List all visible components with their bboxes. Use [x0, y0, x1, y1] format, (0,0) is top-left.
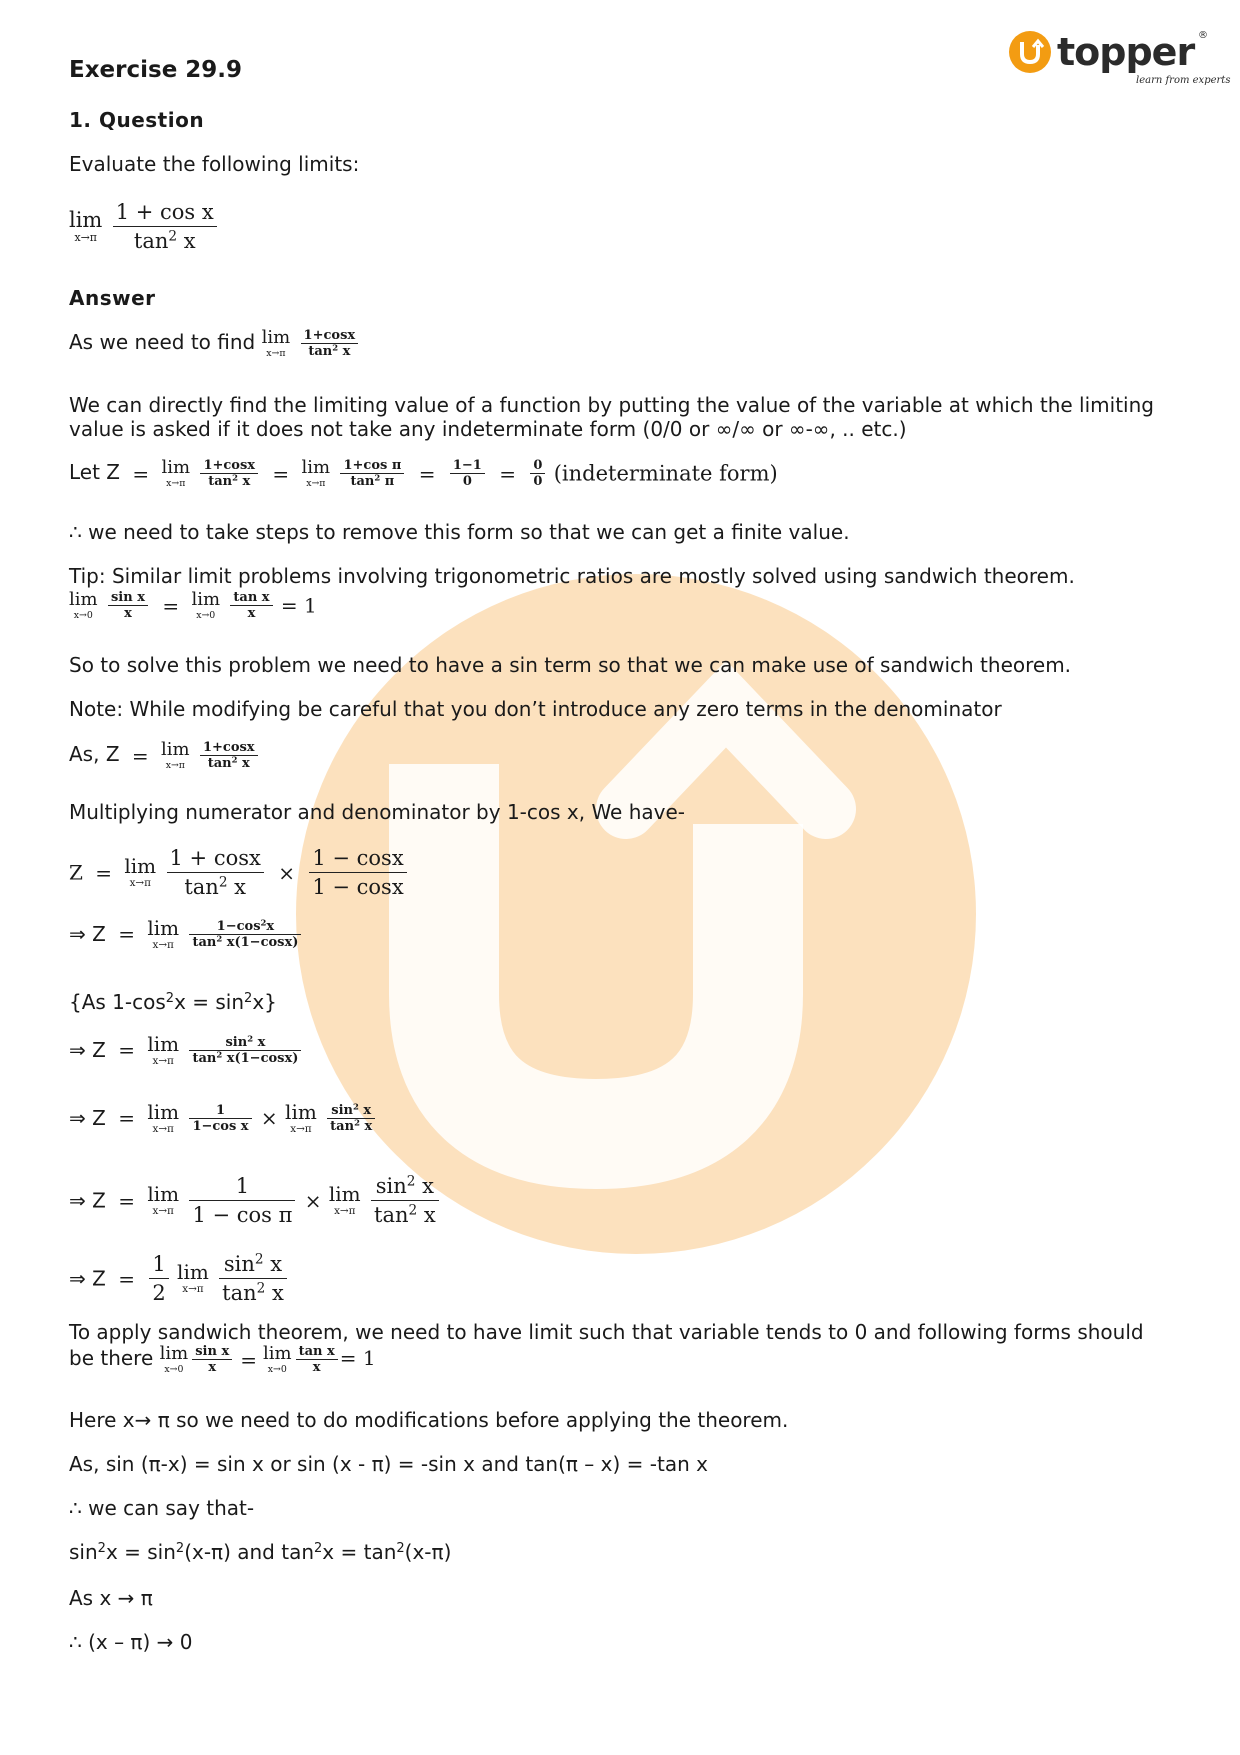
math-token: x	[263, 1252, 283, 1276]
math-token: lim	[69, 588, 98, 610]
math-token: lim	[285, 1100, 317, 1124]
math-token: 2	[374, 472, 381, 483]
math-token: tan	[222, 1281, 257, 1305]
math-token: x→π	[290, 1123, 312, 1135]
math-token: 1−1	[450, 458, 485, 474]
math-token: sin	[331, 1102, 353, 1118]
math-token: x	[253, 1034, 266, 1050]
fraction	[200, 458, 258, 489]
lim-operator	[177, 1262, 209, 1294]
math-token: =	[118, 1038, 135, 1063]
math-token: tan x	[230, 590, 272, 606]
math-token: x	[227, 875, 247, 899]
math-token: x	[415, 1174, 434, 1198]
math-token: 2	[406, 1173, 416, 1190]
denominator	[371, 1201, 439, 1229]
math-token: = 1	[339, 1346, 376, 1370]
fraction	[301, 328, 359, 359]
math-token: x	[237, 474, 251, 489]
logo-circle-icon	[1009, 31, 1051, 73]
math-token: 0	[533, 474, 543, 489]
denominator	[113, 227, 217, 255]
fraction	[189, 1103, 251, 1134]
lim-operator	[147, 1102, 179, 1134]
question-label: 1. Question	[69, 108, 205, 132]
lim-operator	[159, 1342, 189, 1375]
fraction	[189, 919, 301, 950]
numerator	[189, 1035, 301, 1051]
math-token: 2	[168, 228, 178, 245]
math-token: x(1−cosx)	[226, 934, 299, 950]
math-token: ⇒ Z	[69, 1266, 106, 1291]
math-token: x	[265, 1281, 284, 1305]
math-token: 2	[218, 874, 228, 891]
math-token: lim	[161, 738, 190, 760]
denominator	[189, 935, 301, 950]
as-z-line	[69, 740, 260, 771]
math-token: Let Z	[69, 460, 120, 484]
math-token: π	[380, 474, 395, 489]
lim-operator	[329, 1184, 361, 1216]
fraction	[189, 1172, 295, 1229]
math-token: ×	[278, 860, 295, 885]
math-token: To apply sandwich theorem, we need to have limit such that variable tends to 0 and following forms should be there	[69, 1320, 1144, 1370]
lim-operator	[285, 1102, 317, 1134]
math-token: 1 + cosx	[167, 844, 264, 873]
math-token: x	[247, 606, 256, 621]
math-token: 2	[216, 1049, 223, 1060]
denominator	[327, 1119, 375, 1134]
prompt: Evaluate the following limits:	[69, 152, 360, 176]
math-token: =	[118, 1266, 135, 1291]
math-token: 2	[332, 342, 339, 353]
lim-operator	[147, 1184, 179, 1216]
lim-operator	[147, 918, 179, 950]
math-token: lim	[147, 1032, 180, 1056]
math-token: x→π	[306, 477, 326, 489]
math-token: 2	[232, 472, 238, 483]
math-token: x→π	[182, 1283, 204, 1296]
math-token: tan	[208, 474, 233, 489]
tends-line: ∴ (x – π) → 0	[69, 1630, 193, 1654]
math-token: As, Z	[69, 742, 120, 766]
math-token: 1−cos	[216, 918, 261, 934]
math-token: sin	[223, 1252, 255, 1276]
multiply-line: Multiplying numerator and denominator by 1-cos x, We have-	[69, 800, 686, 824]
math-token: tan	[330, 1118, 355, 1134]
step-multiply	[69, 844, 409, 901]
therefore-steps: ∴ we need to take steps to remove this form so that we can get a finite value.	[69, 520, 850, 544]
math-token: =	[118, 1188, 135, 1213]
math-token: lim	[147, 1100, 180, 1124]
math-token: (x-π)	[404, 1540, 452, 1564]
math-token: x(1−cosx)	[226, 1050, 299, 1066]
math-token: tan	[192, 1050, 217, 1066]
math-token: =	[118, 922, 135, 947]
math-token: x→π	[334, 1205, 356, 1218]
math-token: 2	[165, 990, 175, 1006]
math-token: =	[162, 593, 180, 618]
numerator	[219, 1250, 287, 1279]
math-token: x→0	[73, 609, 93, 621]
math-token: tan	[192, 934, 217, 950]
as-x-line: As x → π	[69, 1586, 153, 1610]
math-token: lim	[159, 1342, 189, 1364]
math-token: 2	[152, 1281, 166, 1305]
math-token: 2	[396, 1540, 405, 1556]
math-token: (x-π) and tan	[184, 1540, 315, 1564]
fraction	[149, 1250, 168, 1307]
math-token: x→π	[166, 477, 186, 489]
denominator	[200, 756, 258, 771]
apply-paragraph	[69, 1320, 1169, 1375]
math-token: ⇒ Z	[69, 1038, 106, 1063]
math-token: x	[266, 918, 275, 934]
math-token: =	[240, 1347, 257, 1372]
math-token: x = sin	[174, 990, 245, 1014]
math-token: ×	[260, 1106, 278, 1131]
math-token: x→π	[165, 759, 185, 771]
math-token: 2	[254, 1251, 264, 1268]
math-token: x	[237, 756, 250, 771]
direct-paragraph: We can directly find the limiting value of a function by putting the value of the variable at which the limiting value is asked if it does not take any indeterminate form (0/0 or ∞/∞ or ∞-∞, .. etc.)	[69, 393, 1154, 441]
math-token: x→π	[152, 1205, 174, 1218]
math-token: x	[177, 229, 196, 253]
math-token: = 1	[280, 593, 317, 618]
math-token: x→π	[152, 1055, 174, 1067]
math-token: =	[131, 743, 149, 768]
denominator	[189, 1051, 301, 1066]
fraction	[219, 1250, 287, 1307]
lim-operator	[191, 588, 221, 621]
math-token: 1+cos π	[340, 458, 404, 474]
can-say-line: ∴ we can say that-	[69, 1496, 255, 1520]
math-token: 2	[97, 1540, 106, 1556]
exercise-title: Exercise 29.9	[69, 57, 243, 83]
denominator	[340, 474, 404, 489]
fraction	[530, 458, 545, 489]
question-expression	[69, 198, 219, 255]
math-token: =	[418, 461, 436, 486]
math-token: lim	[328, 1182, 361, 1207]
math-token: 1−cos x	[192, 1118, 249, 1134]
fraction	[309, 844, 406, 901]
math-token: tan	[350, 474, 375, 489]
identity-line	[69, 990, 277, 1014]
step-cos-squared	[69, 918, 303, 950]
tip-line: Tip: Similar limit problems involving trigonometric ratios are mostly solved using sandwich theorem.	[69, 564, 1075, 588]
numerator	[327, 1103, 375, 1119]
lim-operator	[147, 1034, 179, 1066]
math-token: x	[312, 1360, 321, 1375]
math-token: tan x	[296, 1344, 338, 1360]
fraction	[371, 1172, 439, 1229]
math-token: 1+cosx	[301, 328, 359, 344]
here-line: Here x→ π so we need to do modifications before applying the theorem.	[69, 1408, 789, 1432]
denominator	[167, 873, 264, 901]
denominator	[200, 474, 258, 489]
math-token: x→0	[164, 1363, 184, 1375]
sandwich-forms	[69, 590, 317, 621]
math-token: lim	[263, 1342, 292, 1364]
math-token: Z	[69, 860, 83, 885]
math-token: 2	[256, 1280, 266, 1297]
math-token: ⇒ Z	[69, 1106, 106, 1131]
math-token: As we need to find	[69, 330, 256, 354]
numerator	[371, 1172, 439, 1201]
fraction	[189, 1035, 301, 1066]
math-token: lim	[301, 456, 331, 478]
fraction	[200, 740, 258, 771]
math-token: ⇒ Z	[69, 1188, 106, 1213]
math-token: (indeterminate form)	[553, 461, 778, 486]
math-token: 1 − cos π	[192, 1203, 293, 1227]
lim-operator	[69, 207, 103, 244]
math-token: x→π	[266, 347, 286, 359]
brand-name: topper	[1057, 30, 1195, 74]
math-token: 1	[149, 1250, 168, 1279]
math-token: 2	[408, 1202, 418, 1219]
let-z-line	[69, 458, 778, 489]
math-token: x}	[252, 990, 277, 1014]
math-token: x→0	[196, 609, 216, 621]
math-token: lim	[124, 854, 157, 879]
math-token: ⇒ Z	[69, 922, 106, 947]
as-sin-line: As, sin (π-x) = sin x or sin (x - π) = -sin x and tan(π – x) = -tan x	[69, 1452, 708, 1476]
solve-line: So to solve this problem we need to have a sin term so that we can make use of sandwich theorem.	[69, 653, 1072, 677]
math-token: 2	[354, 1117, 360, 1128]
fraction	[296, 1344, 338, 1375]
answer-label: Answer	[69, 286, 156, 310]
math-token: x	[338, 344, 351, 359]
fraction	[230, 590, 272, 621]
math-token: 1	[189, 1172, 295, 1201]
fraction	[450, 458, 485, 489]
intro-line	[69, 328, 360, 359]
fraction	[108, 590, 148, 621]
math-token: sin	[375, 1174, 407, 1198]
math-token: tan	[133, 229, 169, 253]
math-token: =	[272, 461, 290, 486]
math-token: 0	[462, 474, 472, 489]
lim-operator	[161, 456, 191, 489]
brand-tagline: learn from experts	[1136, 75, 1231, 86]
math-token: =	[118, 1106, 135, 1131]
math-token: =	[499, 461, 516, 486]
fraction	[327, 1103, 375, 1134]
topper-logo	[1008, 28, 1231, 88]
registered-mark: ®	[1198, 30, 1208, 41]
math-token: x→π	[152, 1123, 174, 1135]
math-token: tan	[207, 756, 232, 771]
fraction	[340, 458, 404, 489]
math-token: x	[359, 1118, 373, 1134]
math-token: ×	[304, 1188, 322, 1213]
sin-tan-equality	[69, 1540, 451, 1564]
math-token: 2	[231, 754, 238, 765]
math-token: 1 + cos x	[113, 198, 217, 227]
math-token: x	[124, 606, 132, 621]
math-token: sin	[225, 1034, 248, 1050]
math-token: x	[417, 1203, 436, 1227]
math-token: 2	[260, 917, 267, 928]
math-token: lim	[177, 1260, 209, 1285]
math-token: lim	[261, 326, 291, 348]
math-token: lim	[161, 456, 191, 478]
math-token: 2	[314, 1540, 323, 1556]
math-token: x→0	[267, 1363, 287, 1375]
math-token: lim	[147, 1182, 180, 1207]
math-token: sin	[69, 1540, 98, 1564]
math-token: x→π	[152, 939, 174, 951]
math-token: x	[208, 1360, 217, 1375]
math-token: x→π	[74, 230, 97, 244]
math-token: tan	[184, 875, 219, 899]
lim-operator	[261, 326, 291, 359]
math-token: lim	[69, 207, 103, 232]
math-token: 1+cosx	[200, 458, 258, 474]
question-fraction	[113, 198, 217, 255]
math-token: 2	[244, 990, 253, 1006]
math-token: 2	[216, 933, 223, 944]
math-token: 2	[175, 1540, 185, 1556]
math-token: x→π	[129, 877, 151, 890]
step-half	[69, 1250, 289, 1307]
fraction	[167, 844, 264, 901]
math-token: {As 1-cos	[69, 990, 166, 1014]
fraction	[192, 1344, 232, 1375]
math-token: 2	[352, 1101, 359, 1112]
math-token: lim	[147, 916, 180, 940]
math-token: sin x	[192, 1344, 232, 1360]
math-token: x	[358, 1102, 372, 1118]
lim-operator	[161, 738, 190, 771]
math-token: 1 − cosx	[309, 844, 406, 873]
math-token: tan	[308, 344, 333, 359]
math-token: 1	[189, 1103, 251, 1119]
math-token: x = sin	[105, 1540, 176, 1564]
step-substitute	[69, 1172, 441, 1229]
step-sin-squared	[69, 1034, 303, 1066]
math-token: 2	[247, 1033, 254, 1044]
lim-operator	[263, 1342, 292, 1375]
math-token: 0	[530, 458, 545, 474]
lim-operator	[301, 456, 331, 489]
math-token: tan	[374, 1203, 409, 1227]
math-token: =	[95, 860, 113, 885]
lim-operator	[124, 856, 156, 888]
denominator	[219, 1279, 287, 1307]
step-split	[69, 1102, 377, 1134]
math-token: =	[132, 461, 150, 486]
note-line: Note: While modifying be careful that you don’t introduce any zero terms in the denominator	[69, 697, 1002, 721]
lim-operator	[69, 588, 98, 621]
math-token: x = tan	[322, 1540, 397, 1564]
numerator	[189, 919, 301, 935]
math-token: 1+cosx	[200, 740, 258, 756]
math-token: lim	[191, 588, 221, 610]
denominator	[301, 344, 359, 359]
math-token: sin x	[108, 590, 148, 606]
math-token: 1 − cosx	[312, 875, 404, 899]
